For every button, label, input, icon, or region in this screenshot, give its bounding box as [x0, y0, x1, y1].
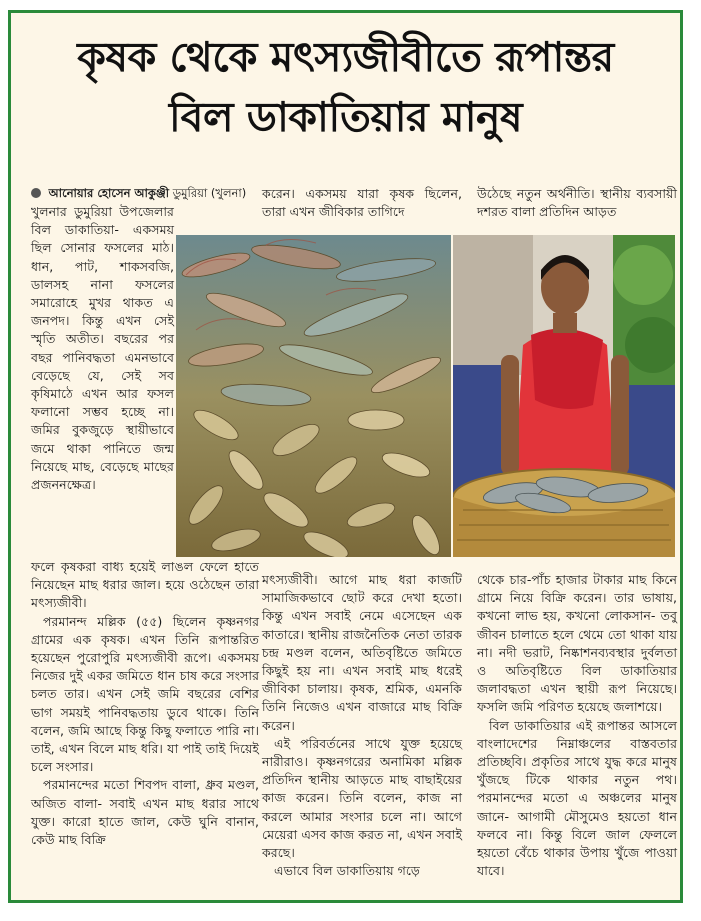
article-paragraph: পরমানন্দের মতো শিবপদ বালা, ধ্রুব মণ্ডল, অজিত বালা- সবাই এখন মাছ ধরার সাথে যুক্ত। কারো হাতে জাল, কেউ ঘুনি বানান, কেউ মাছ বিক্রি — [31, 777, 259, 848]
newspaper-clipping — [8, 10, 683, 903]
article-paragraph: বিল ডাকাতিয়ার এই রূপান্তর আসলে বাংলাদেশের নিম্নাঞ্চলের বাস্তবতার প্রতিচ্ছবি। প্রকৃতির সাথে যুদ্ধ করে মানুষ খুঁজছে টিকে থাকার নতুন পথ। পরমানন্দের মতো এ অঞ্চলের মানুষ জানে- আগামী মৌসুমেও হয়তো ধান ফলবে না। কিন্তু বিলে জাল ফেললে হয়তো বেঁচে থাকার উপায় খুঁজে পাওয়া যাবে। — [477, 717, 677, 879]
article-paragraph: উঠেছে নতুন অর্থনীতি। স্থানীয় ব্যবসায়ী দশরত বালা প্রতিদিন আড়ত — [477, 186, 677, 220]
headline-line-1: কৃষক থেকে মৎস্যজীবীতে রূপান্তর — [77, 33, 614, 81]
article-column-1-bottom — [31, 558, 259, 849]
article-paragraph: থেকে চার-পাঁচ হাজার টাকার মাছ কিনে গ্রামে নিয়ে বিক্রি করেন। তার ভাষায়, কখনো লাভ হয়, কখনো লোকসান- তবু জীবন চালাতে হলে থেমে তো থাকা যায় না। নদী ভরাট, নিষ্কাশনব্যবস্থার দুর্বলতা ও অতিবৃষ্টিতে বিল ডাকাতিয়ার জলাবদ্ধতা এখন স্থায়ী রূপ নিয়েছে। ফসলি জমি পরিণত হয়েছে জলাশয়ে। — [477, 572, 677, 715]
reporter-icon — [31, 188, 41, 198]
fish-catch-photo — [176, 235, 451, 557]
article-column-3-bottom — [477, 571, 677, 880]
headline — [11, 27, 680, 147]
woman-with-basket-photo — [453, 235, 675, 557]
article-paragraph: মৎস্যজীবী। আগে মাছ ধরা কাজটি সামাজিকভাবে ছোট করে দেখা হতো। কিন্তু এখন সবাই নেমে এসেছেন এক কাতারে। স্থানীয় রাজনৈতিক নেতা তারক চন্দ্র মণ্ডল বলেন, অতিবৃষ্টিতে জমিতে কিছুই হয় না। এখন সবাই মাছ ধরেই জীবিকা চালায়। কৃষক, শ্রমিক, এমনকি তিনি নিজেও এখন বাজারে মাছ বিক্রি করেন। — [262, 572, 462, 733]
article-column-1-top — [31, 203, 174, 494]
headline-line-2: বিল ডাকাতিয়ার মানুষ — [168, 93, 523, 141]
byline-author: আনোয়ার হোসেন আকুঞ্জী — [48, 186, 170, 200]
article-column-2-bottom — [262, 571, 462, 880]
byline — [31, 185, 259, 201]
article-column-2-top — [262, 185, 462, 221]
byline-location: ডুমুরিয়া (খুলনা) — [172, 186, 247, 200]
article-paragraph: পরমানন্দ মল্লিক (৫৫) ছিলেন কৃষ্ণনগর গ্রামের এক কৃষক। এখন তিনি রূপান্তরিত হয়েছেন পুরোপুরি মৎস্যজীবী রূপে। একসময় নিজের দুই একর জমিতে ধান চাষ করে সংসার চলত তার। এখন সেই জমি বছরের বেশির ভাগ সময়ই পানিবদ্ধতায় ডুবে থাকে। তিনি বলেন, জমি আছে কিন্তু কিছু ফলাতে পারি না। তাই, এখন বিলে মাছ ধরি। যা পাই তাই দিয়েই চলে সংসার। — [31, 613, 259, 775]
article-paragraph: ফলে কৃষকরা বাধ্য হয়েই লাঙল ফেলে হাতে নিয়েছেন মাছ ধরার জাল। হয়ে ওঠেছেন তারা মৎস্যজীবী। — [31, 559, 259, 611]
article-paragraph: করেন। একসময় যারা কৃষক ছিলেন, তারা এখন জীবিকার তাগিদে — [262, 186, 462, 220]
article-paragraph: এভাবে বিল ডাকাতিয়ায় গড়ে — [274, 863, 420, 879]
article-column-3-top — [477, 185, 677, 221]
article-lead-paragraph: খুলনার ডুমুরিয়া উপজেলার বিল ডাকাতিয়া- একসময় ছিল সোনার ফসলের মাঠ। ধান, পাট, শাকসবজি, ডালসহ নানা ফসলের সমারোহে মুখর থাকত এ জনপদ। কিন্তু এখন সেই স্মৃতি অতীত। বছরের পর বছর পানিবদ্ধতা এমনভাবে বেড়েছে যে, সেই সব কৃষিমাঠে এখন আর ফসল ফলানো সম্ভব হচ্ছে না। জমির বুকজুড়ে স্থায়ীভাবে জমে থাকা পানিতে জন্ম নিয়েছে মাছ, বেড়েছে মাছের প্রজননক্ষেত্র। — [31, 204, 174, 493]
article-paragraph: এই পরিবর্তনের সাথে যুক্ত হয়েছে নারীরাও। কৃষ্ণনগরের অনামিকা মল্লিক প্রতিদিন স্থানীয় আড়তে মাছ বাছাইয়ের কাজ করেন। তিনি বলেন, কাজ না করলে আমার সংসার চলে না। আগে মেয়েরা এসব কাজ করত না, এখন সবাই করছে। — [262, 735, 462, 861]
